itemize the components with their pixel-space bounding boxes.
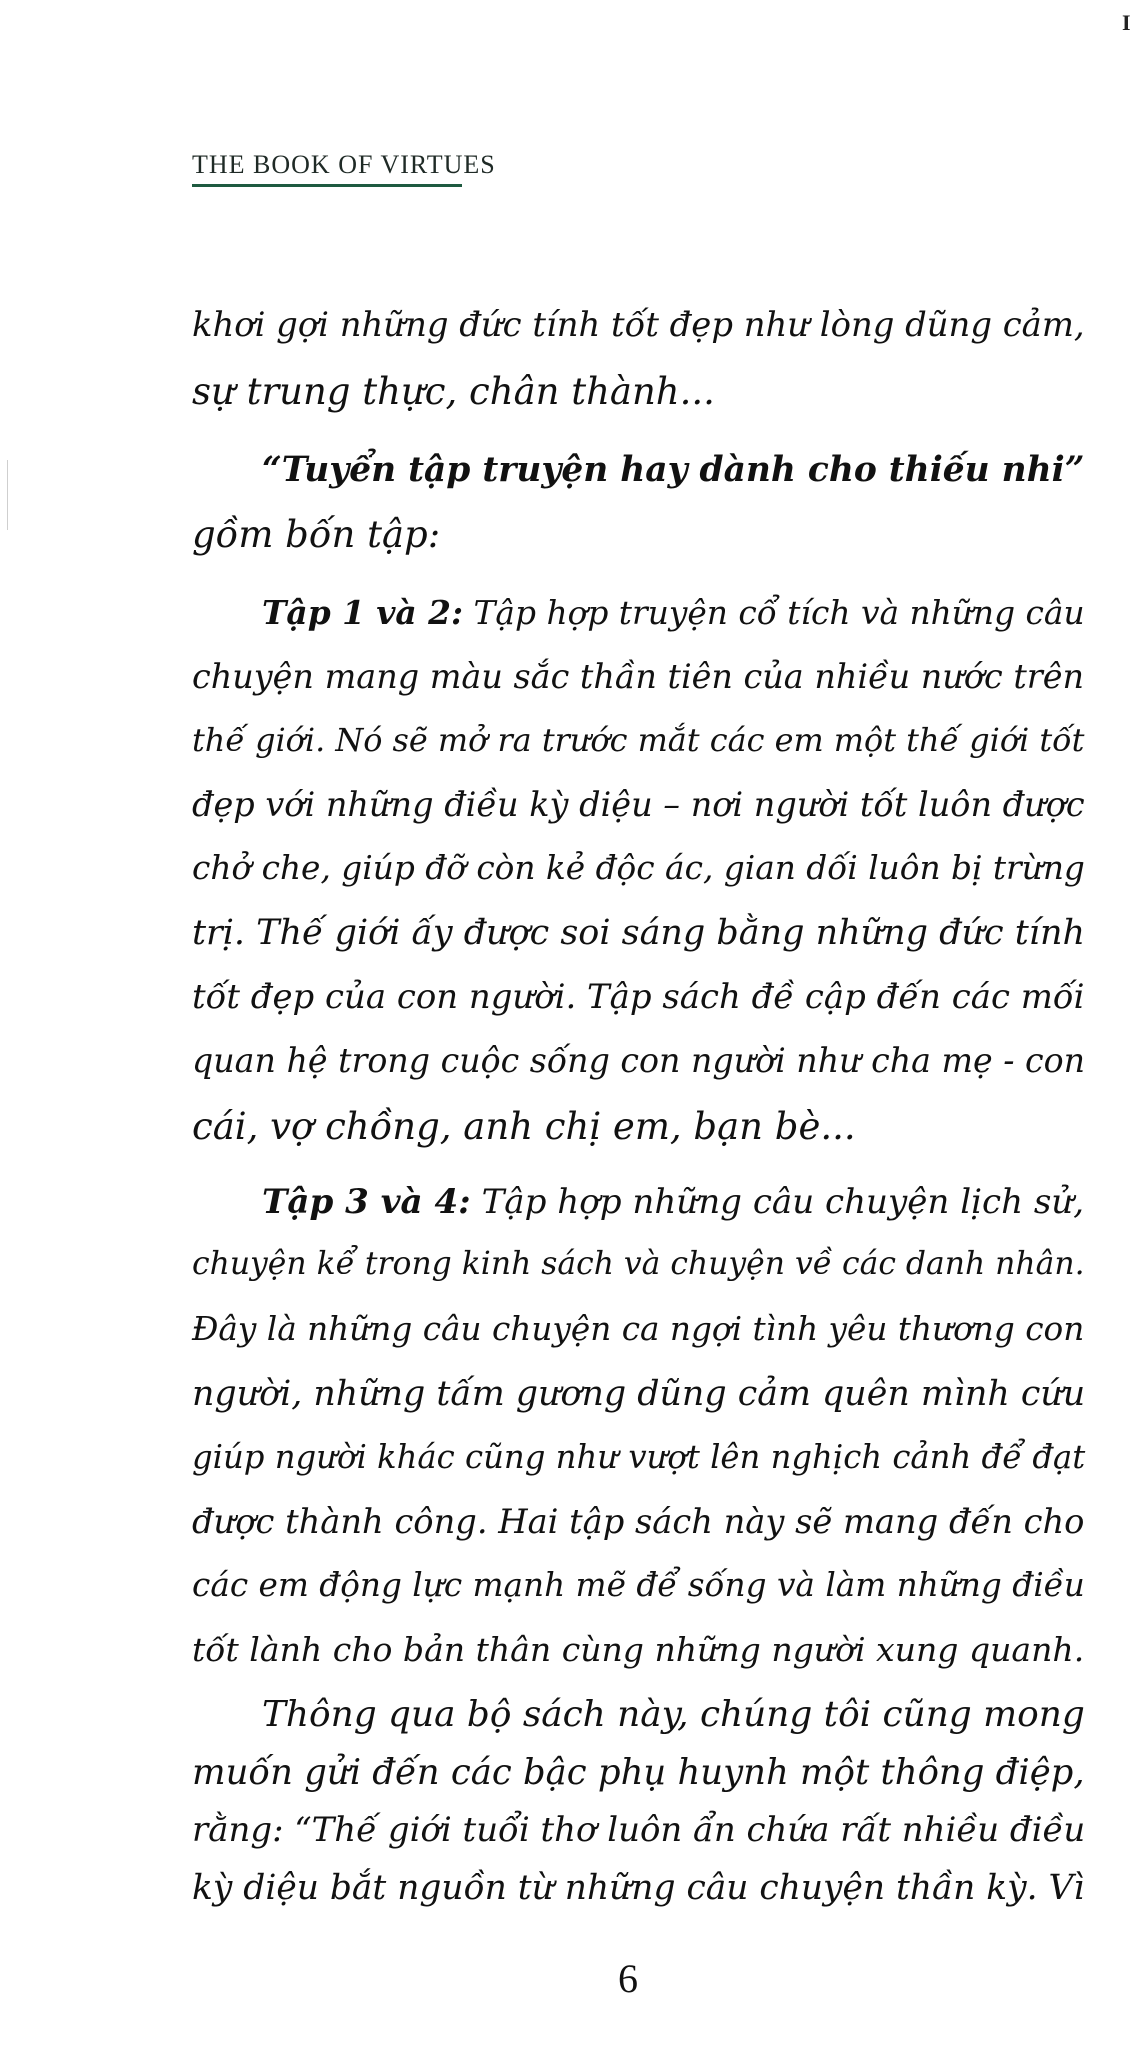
text-line: tốt đẹp của con người. Tập sách đề cập đến các mối [192, 977, 1085, 1016]
text-line: thế giới. Nó sẽ mở ra trước mắt các em một thế giới tốt [192, 721, 1085, 759]
page-edge-line [7, 460, 8, 530]
text-span: Tập hợp những câu chuyện lịch sử, [470, 1182, 1085, 1222]
text-line: khơi gợi những đức tính tốt đẹp như lòng dũng cảm, [192, 305, 1085, 344]
text-line: chở che, giúp đỡ còn kẻ độc ác, gian dối luôn bị trừng [192, 849, 1085, 887]
text-line: cái, vợ chồng, anh chị em, bạn bè... [192, 1105, 856, 1148]
corner-mark: I [1122, 10, 1131, 35]
text-line: trị. Thế giới ấy được soi sáng bằng những đức tính [192, 913, 1085, 953]
text-line: tốt lành cho bản thân cùng những người xung quanh. [192, 1630, 1085, 1669]
text-line: được thành công. Hai tập sách này sẽ mang đến cho [192, 1502, 1085, 1541]
volume-label: Tập 1 và 2: [262, 593, 464, 632]
text-line: Đây là những câu chuyện ca ngợi tình yêu thương con [192, 1310, 1085, 1348]
text-line: Thông qua bộ sách này, chúng tôi cũng mong [262, 1694, 1085, 1735]
text-span: Tập hợp truyện cổ tích và những câu [463, 594, 1085, 632]
text-line: giúp người khác cũng như vượt lên nghịch cảnh để đạt [192, 1438, 1086, 1476]
text-line [262, 1182, 1084, 1222]
text-line: gồm bốn tập: [192, 513, 441, 556]
page-number: 6 [618, 1956, 638, 2001]
volume-label: Tập 3 và 4: [262, 1182, 471, 1222]
text-line: các em động lực mạnh mẽ để sống và làm những điều [192, 1566, 1085, 1604]
text-line: đẹp với những điều kỳ diệu – nơi người tốt luôn được [192, 785, 1085, 824]
text-line: muốn gửi đến các bậc phụ huynh một thông điệp, [192, 1752, 1085, 1793]
text-line: quan hệ trong cuộc sống con người như cha mẹ - con [192, 1041, 1086, 1080]
text-line: người, những tấm gương dũng cảm quên mình cứu [192, 1374, 1086, 1414]
text-line: kỳ diệu bắt nguồn từ những câu chuyện thần kỳ. Vì [192, 1868, 1085, 1908]
text-line [262, 593, 1085, 632]
series-title-line: “Tuyển tập truyện hay dành cho thiếu nhi” [262, 450, 1085, 490]
text-line: sự trung thực, chân thành... [192, 370, 715, 413]
text-line: chuyện mang màu sắc thần tiên của nhiều nước trên [192, 657, 1085, 696]
running-head: THE BOOK OF VIRTUES [192, 150, 496, 179]
text-line: rằng: “Thế giới tuổi thơ luôn ẩn chứa rất nhiều điều [192, 1810, 1086, 1850]
text-line: chuyện kể trong kinh sách và chuyện về các danh nhân. [192, 1246, 1085, 1282]
running-head-rule [192, 184, 462, 187]
